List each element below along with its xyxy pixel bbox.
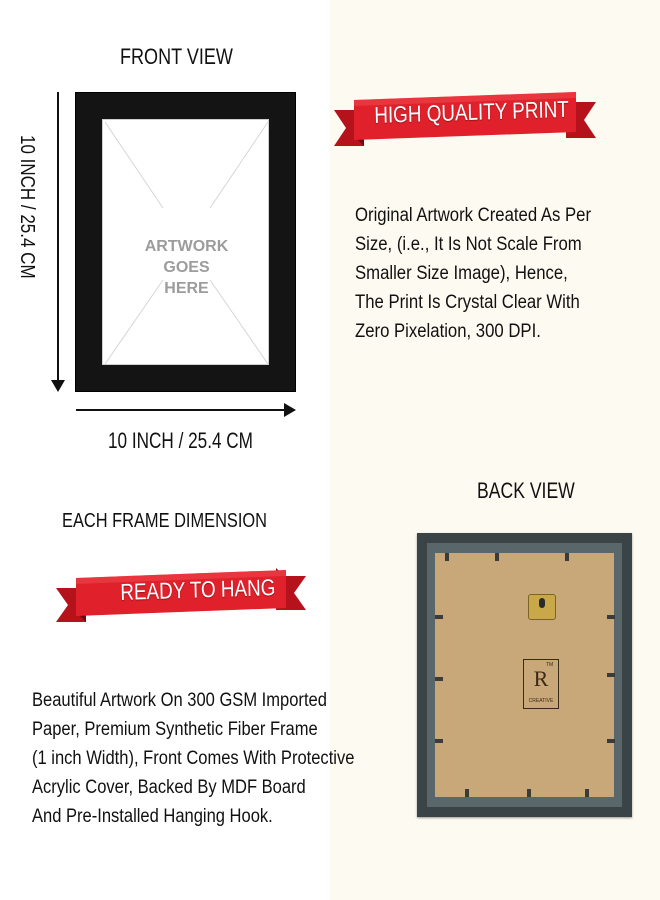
ready-to-hang-ribbon-text: READY TO HANG [120, 574, 276, 605]
retaining-clip-icon [607, 673, 615, 677]
height-dimension-label: 10 INCH / 25.4 CM [16, 135, 38, 279]
description-line: Smaller Size Image), Hence, [355, 263, 568, 284]
each-frame-dimension-label: EACH FRAME DIMENSION [62, 510, 268, 532]
high-quality-ribbon [334, 88, 596, 150]
description-line: Paper, Premium Synthetic Fiber Frame [32, 719, 318, 740]
retaining-clip-icon [445, 553, 449, 561]
high-quality-ribbon-text: HIGH QUALITY PRINT [374, 95, 570, 128]
front-frame [76, 93, 295, 391]
hanger-hole [539, 598, 545, 608]
description-line: Original Artwork Created As Per [355, 205, 592, 226]
retaining-clip-icon [565, 553, 569, 561]
width-arrow-icon [76, 409, 286, 411]
placeholder-line-1: ARTWORK [144, 238, 229, 255]
ready-to-hang-description [32, 686, 354, 831]
artwork-placeholder-text [103, 236, 269, 299]
ready-to-hang-ribbon [56, 566, 306, 626]
description-line: (1 inch Width), Front Comes With Protective [32, 748, 355, 769]
retaining-clip-icon [435, 739, 443, 743]
retaining-clip-icon [607, 739, 615, 743]
height-arrow-icon [57, 92, 59, 382]
description-line: Zero Pixelation, 300 DPI. [355, 321, 541, 342]
logo-trademark: TM [546, 662, 554, 668]
retaining-clip-icon [435, 615, 443, 619]
width-dimension-label: 10 INCH / 25.4 CM [108, 428, 253, 453]
high-quality-description [355, 201, 591, 346]
width-arrow-head-icon [284, 403, 296, 417]
placeholder-line-3: HERE [164, 280, 209, 297]
placeholder-line-2: GOES [163, 259, 210, 276]
retaining-clip-icon [495, 553, 499, 561]
description-line: Beautiful Artwork On 300 GSM Imported [32, 690, 327, 711]
retaining-clip-icon [527, 789, 531, 797]
brand-logo [523, 659, 559, 709]
height-arrow-head-icon [51, 380, 65, 392]
retaining-clip-icon [435, 677, 443, 681]
mdf-backboard [435, 553, 614, 797]
sawtooth-hanger-icon [528, 594, 556, 620]
retaining-clip-icon [585, 789, 589, 797]
description-line: Acrylic Cover, Backed By MDF Board [32, 777, 306, 798]
description-line: And Pre-Installed Hanging Hook. [32, 806, 273, 827]
description-line: Size, (i.e., It Is Not Scale From [355, 234, 582, 255]
description-line: The Print Is Crystal Clear With [355, 292, 580, 313]
back-frame [417, 533, 632, 817]
front-view-title: FRONT VIEW [120, 44, 233, 69]
retaining-clip-icon [465, 789, 469, 797]
logo-text: CREATIVE [528, 698, 554, 704]
back-view-title: BACK VIEW [477, 478, 575, 503]
retaining-clip-icon [607, 615, 615, 619]
artwork-placeholder [102, 119, 269, 365]
logo-letter: R [533, 666, 549, 691]
